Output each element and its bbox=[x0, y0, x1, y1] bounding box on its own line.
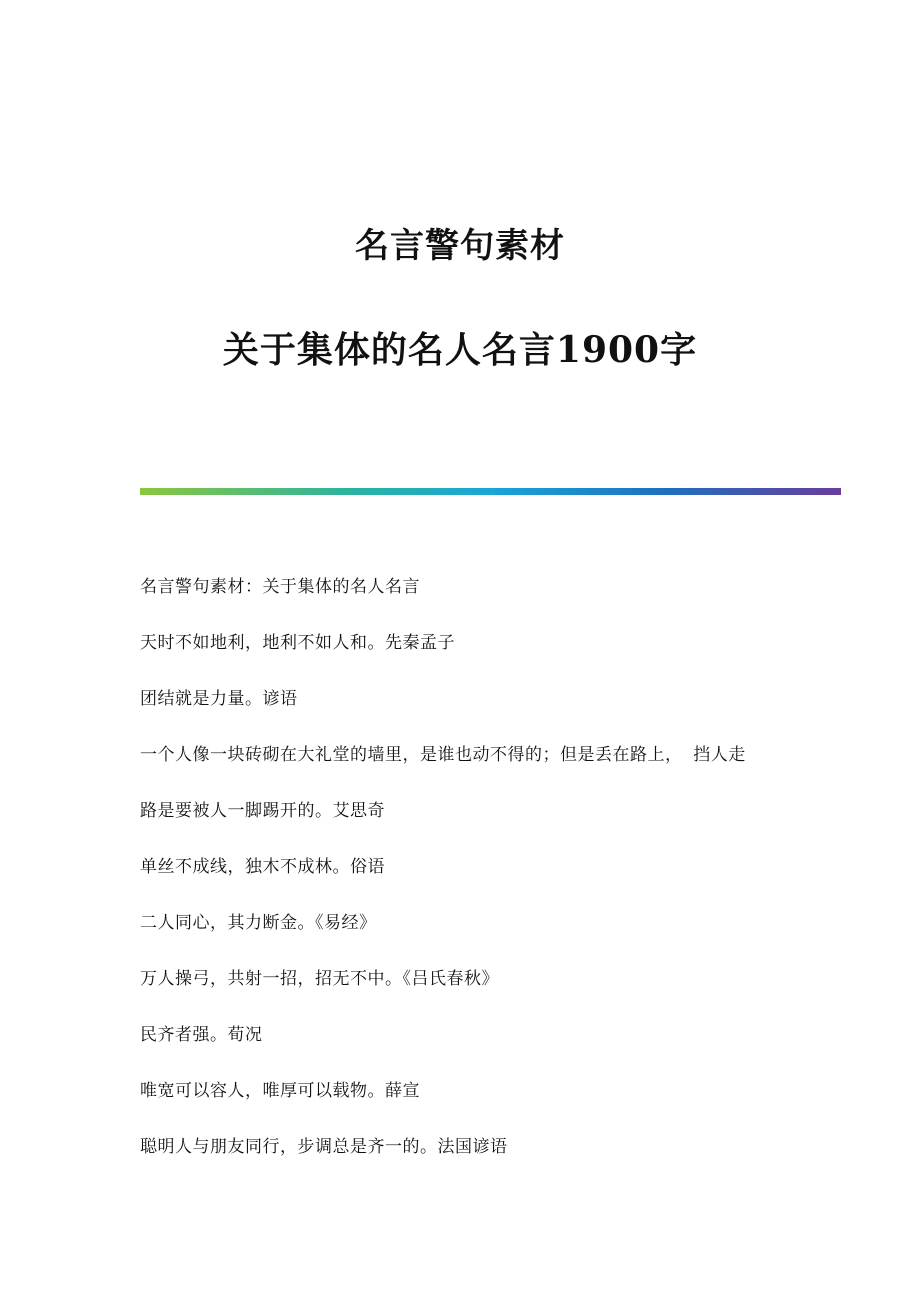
text-line: 唯宽可以容人，唯厚可以载物。薛宣 bbox=[140, 1081, 420, 1101]
document-title: 名言警句素材 bbox=[355, 226, 565, 266]
text-line: 单丝不成线，独木不成林。俗语 bbox=[140, 857, 385, 877]
text-line: 天时不如地利，地利不如人和。先秦孟子 bbox=[140, 633, 455, 653]
document-subtitle: 关于集体的名人名言1900字 bbox=[222, 329, 698, 371]
text-line: 路是要被人一脚踢开的。艾思奇 bbox=[140, 801, 385, 821]
text-line: 民齐者强。荀况 bbox=[140, 1025, 263, 1045]
gradient-divider bbox=[140, 488, 841, 495]
text-line: 团结就是力量。谚语 bbox=[140, 689, 298, 709]
text-line: 一个人像一块砖砌在大礼堂的墙里，是谁也动不得的；但是丢在路上， 挡人走 bbox=[140, 745, 746, 765]
text-line: 万人操弓，共射一招，招无不中。《吕氏春秋》 bbox=[140, 969, 499, 989]
text-line: 名言警句素材：关于集体的名人名言 bbox=[140, 577, 420, 597]
quote-list bbox=[140, 574, 820, 1190]
text-line: 聪明人与朋友同行，步调总是齐一的。法国谚语 bbox=[140, 1137, 508, 1157]
text-line: 二人同心，其力断金。《易经》 bbox=[140, 913, 377, 933]
